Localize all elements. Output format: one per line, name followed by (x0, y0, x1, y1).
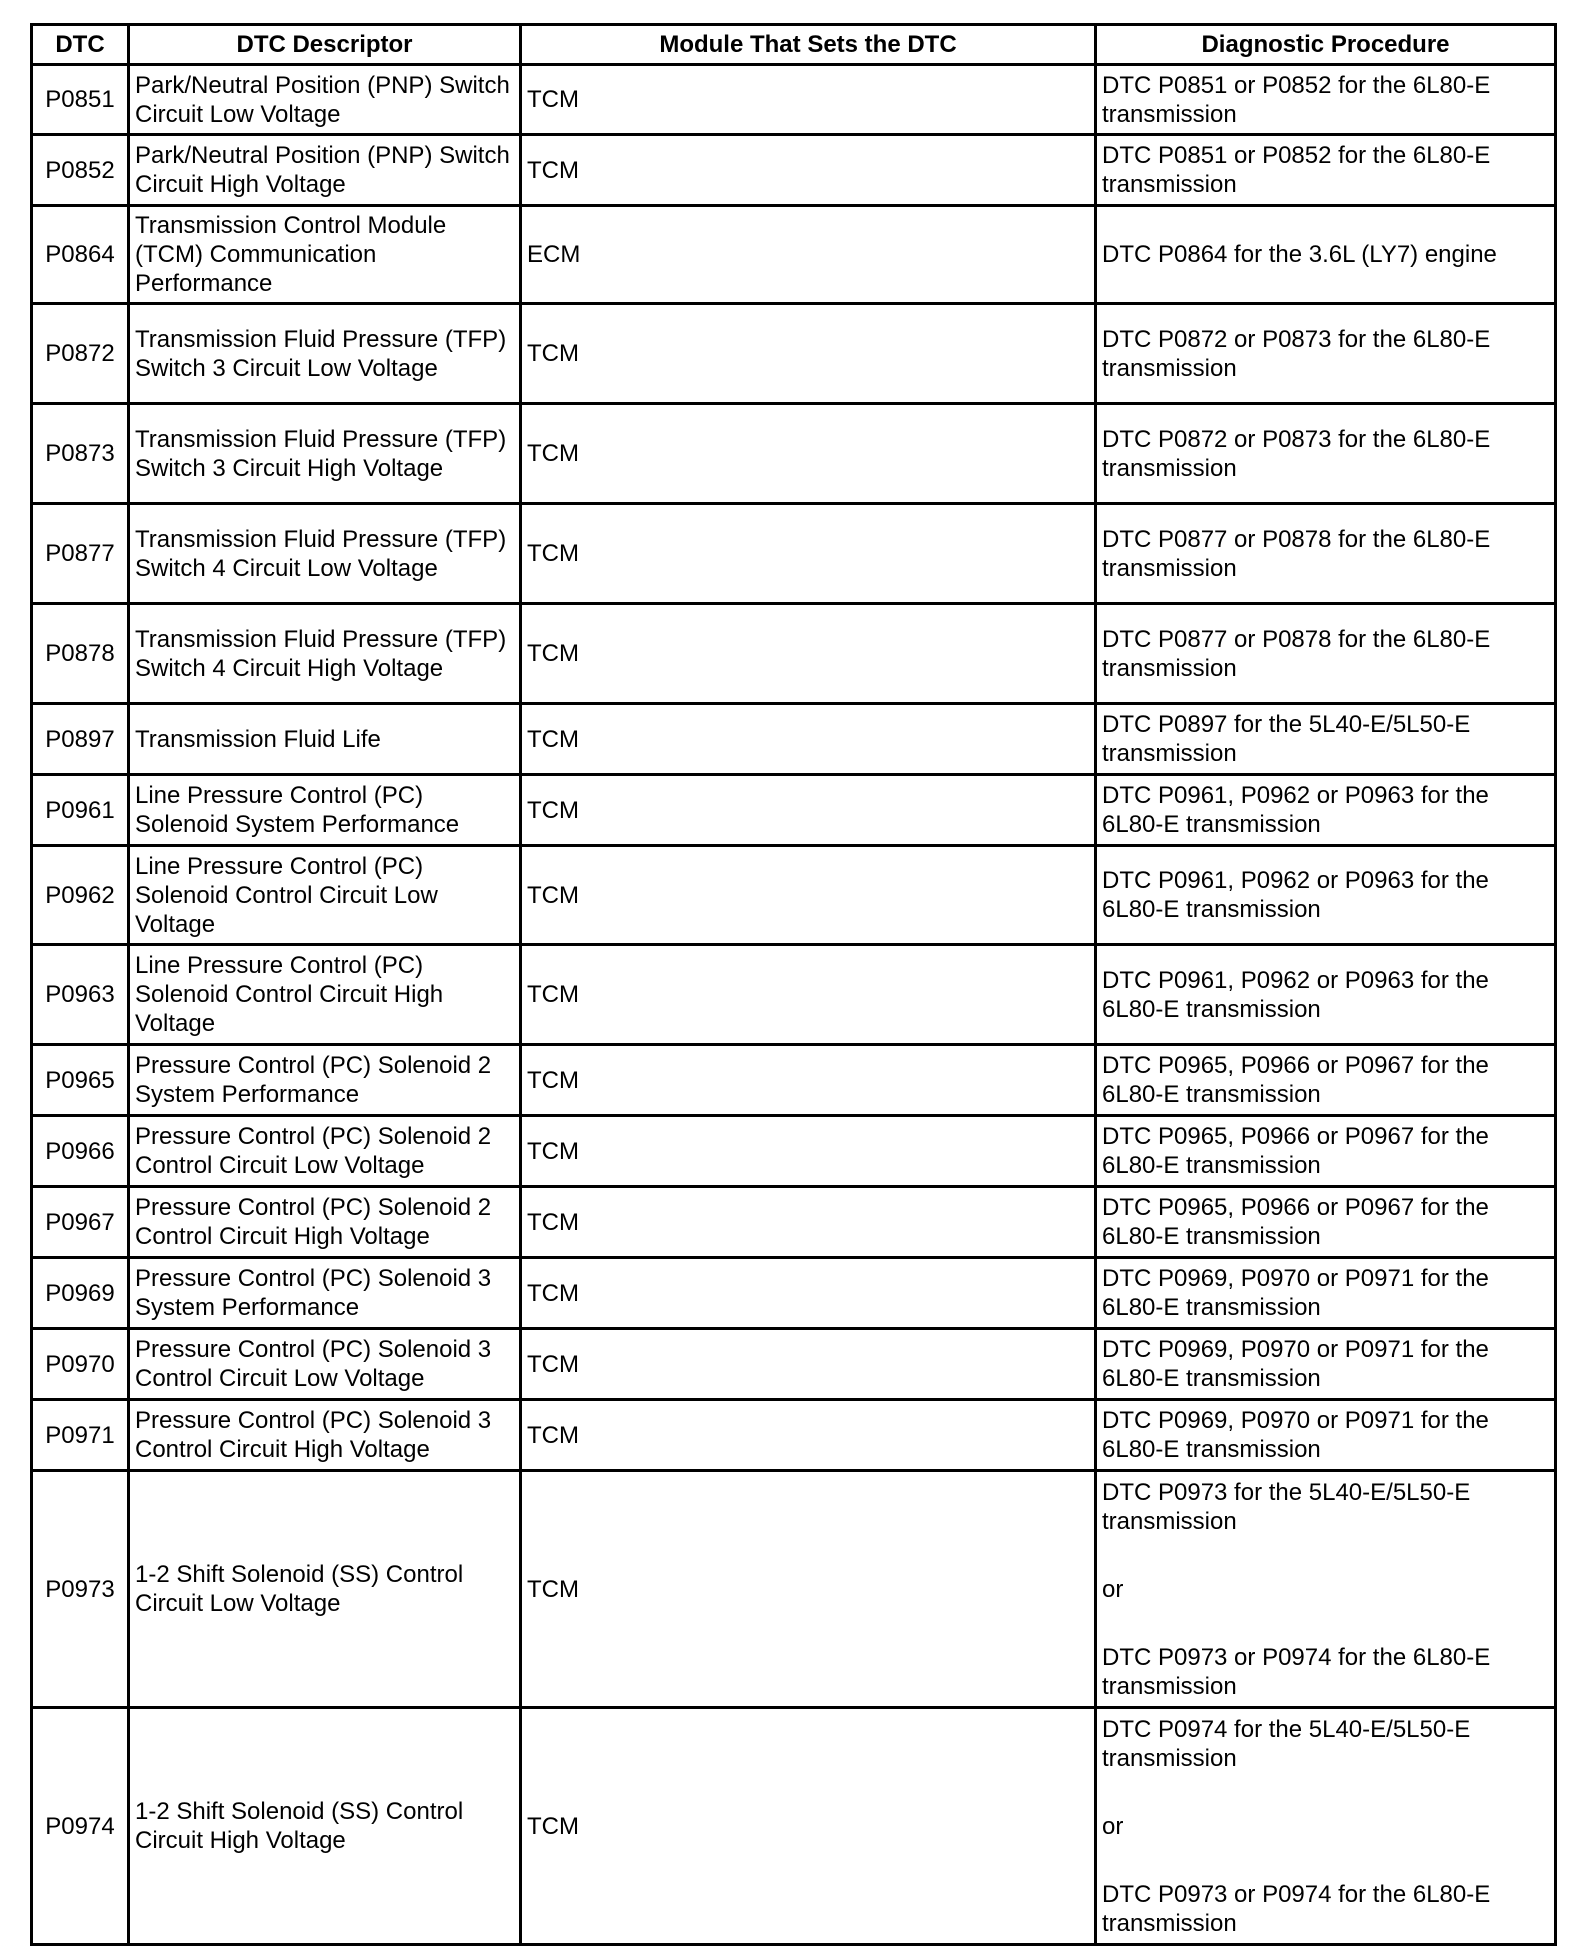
module-cell: TCM (521, 135, 1096, 206)
procedure-line: DTC P0877 or P0878 for the 6L80-E transmission (1102, 625, 1491, 682)
procedure-spacer (1102, 1841, 1549, 1880)
dtc-code-cell: P0851 (32, 65, 129, 135)
module-cell: TCM (521, 1116, 1096, 1187)
dtc-code-cell: P0872 (32, 304, 129, 404)
header-procedure: Diagnostic Procedure (1096, 25, 1556, 65)
procedure-line: DTC P0973 or P0974 for the 6L80-E transmission (1102, 1880, 1491, 1937)
dtc-code-cell: P0852 (32, 135, 129, 206)
module-cell: TCM (521, 604, 1096, 704)
procedure-line: DTC P0897 for the 5L40-E/5L50-E transmission (1102, 711, 1471, 767)
table-row (32, 704, 1556, 775)
dtc-code-cell: P0864 (32, 206, 129, 304)
module-cell: TCM (521, 945, 1096, 1045)
table-row (32, 135, 1556, 206)
diagnostic-procedure-cell (1096, 1045, 1556, 1116)
dtc-code-cell: P0962 (32, 846, 129, 945)
table-row (32, 304, 1556, 404)
dtc-descriptor-cell: Line Pressure Control (PC) Solenoid Control Circuit Low Voltage (129, 846, 521, 945)
module-cell: TCM (521, 1471, 1096, 1708)
procedure-line: DTC P0877 or P0878 for the 6L80-E transmission (1102, 525, 1491, 582)
module-cell: TCM (521, 1258, 1096, 1329)
table-body (32, 65, 1556, 1945)
diagnostic-procedure-cell (1096, 206, 1556, 304)
diagnostic-procedure-cell (1096, 504, 1556, 604)
dtc-descriptor-cell: Line Pressure Control (PC) Solenoid Control Circuit High Voltage (129, 945, 521, 1045)
header-dtc: DTC (32, 25, 129, 65)
module-cell: TCM (521, 1187, 1096, 1258)
dtc-code-cell: P0971 (32, 1400, 129, 1471)
procedure-spacer (1102, 1773, 1549, 1812)
header-module: Module That Sets the DTC (521, 25, 1096, 65)
procedure-line: DTC P0961, P0962 or P0963 for the 6L80-E transmission (1102, 867, 1489, 923)
module-cell: TCM (521, 704, 1096, 775)
table-header-row (32, 25, 1556, 65)
table-row (32, 504, 1556, 604)
dtc-code-cell: P0973 (32, 1471, 129, 1708)
procedure-line: DTC P0969, P0970 or P0971 for the 6L80-E transmission (1102, 1407, 1489, 1463)
table-row (32, 65, 1556, 135)
dtc-descriptor-cell: Pressure Control (PC) Solenoid 3 Control Circuit High Voltage (129, 1400, 521, 1471)
table-row (32, 206, 1556, 304)
dtc-descriptor-cell: Pressure Control (PC) Solenoid 3 Control Circuit Low Voltage (129, 1329, 521, 1400)
dtc-descriptor-cell: Transmission Fluid Life (129, 704, 521, 775)
diagnostic-procedure-cell (1096, 846, 1556, 945)
diagnostic-procedure-cell (1096, 404, 1556, 504)
dtc-code-cell: P0873 (32, 404, 129, 504)
procedure-spacer (1102, 1536, 1549, 1575)
module-cell: ECM (521, 206, 1096, 304)
procedure-line: DTC P0872 or P0873 for the 6L80-E transmission (1102, 425, 1491, 482)
module-cell: TCM (521, 1708, 1096, 1945)
diagnostic-procedure-cell (1096, 775, 1556, 846)
dtc-code-cell: P0963 (32, 945, 129, 1045)
table-row (32, 945, 1556, 1045)
diagnostic-procedure-cell (1096, 1471, 1556, 1708)
diagnostic-procedure-cell (1096, 704, 1556, 775)
dtc-descriptor-cell: 1-2 Shift Solenoid (SS) Control Circuit High Voltage (129, 1708, 521, 1945)
table-row (32, 1471, 1556, 1708)
dtc-descriptor-cell: Transmission Fluid Pressure (TFP) Switch 3 Circuit Low Voltage (129, 304, 521, 404)
dtc-descriptor-cell: Pressure Control (PC) Solenoid 2 Control Circuit High Voltage (129, 1187, 521, 1258)
procedure-line: DTC P0969, P0970 or P0971 for the 6L80-E transmission (1102, 1265, 1489, 1321)
procedure-line: DTC P0961, P0962 or P0963 for the 6L80-E transmission (1102, 782, 1489, 838)
procedure-line: DTC P0965, P0966 or P0967 for the 6L80-E transmission (1102, 1194, 1489, 1250)
table-row (32, 404, 1556, 504)
procedure-spacer (1102, 1604, 1549, 1643)
dtc-descriptor-cell: Park/Neutral Position (PNP) Switch Circuit Low Voltage (129, 65, 521, 135)
table-row (32, 1258, 1556, 1329)
dtc-code-cell: P0967 (32, 1187, 129, 1258)
table-row (32, 1187, 1556, 1258)
dtc-code-cell: P0965 (32, 1045, 129, 1116)
dtc-descriptor-cell: Transmission Control Module (TCM) Communication Performance (129, 206, 521, 304)
diagnostic-procedure-cell (1096, 1116, 1556, 1187)
diagnostic-procedure-cell (1096, 65, 1556, 135)
table-row (32, 1329, 1556, 1400)
diagnostic-procedure-cell (1096, 1400, 1556, 1471)
procedure-line: DTC P0851 or P0852 for the 6L80-E transmission (1102, 71, 1491, 128)
table-row (32, 1708, 1556, 1945)
dtc-descriptor-cell: Transmission Fluid Pressure (TFP) Switch 3 Circuit High Voltage (129, 404, 521, 504)
procedure-line: DTC P0864 for the 3.6L (LY7) engine (1102, 241, 1497, 268)
dtc-descriptor-cell: Transmission Fluid Pressure (TFP) Switch 4 Circuit Low Voltage (129, 504, 521, 604)
module-cell: TCM (521, 65, 1096, 135)
diagnostic-procedure-cell (1096, 304, 1556, 404)
table-row (32, 775, 1556, 846)
table-row (32, 604, 1556, 704)
dtc-code-cell: P0966 (32, 1116, 129, 1187)
dtc-descriptor-cell: Line Pressure Control (PC) Solenoid System Performance (129, 775, 521, 846)
table-row (32, 1400, 1556, 1471)
dtc-descriptor-cell: Park/Neutral Position (PNP) Switch Circuit High Voltage (129, 135, 521, 206)
diagnostic-procedure-cell (1096, 1258, 1556, 1329)
module-cell: TCM (521, 1329, 1096, 1400)
diagnostic-procedure-cell (1096, 945, 1556, 1045)
dtc-descriptor-cell: Pressure Control (PC) Solenoid 2 Control Circuit Low Voltage (129, 1116, 521, 1187)
diagnostic-procedure-cell (1096, 1708, 1556, 1945)
dtc-code-cell: P0961 (32, 775, 129, 846)
module-cell: TCM (521, 504, 1096, 604)
procedure-line: DTC P0973 for the 5L40-E/5L50-E transmission (1102, 1478, 1471, 1535)
dtc-code-cell: P0877 (32, 504, 129, 604)
procedure-line: DTC P0851 or P0852 for the 6L80-E transmission (1102, 142, 1491, 198)
module-cell: TCM (521, 404, 1096, 504)
procedure-line: DTC P0965, P0966 or P0967 for the 6L80-E transmission (1102, 1123, 1489, 1179)
diagnostic-procedure-cell (1096, 604, 1556, 704)
table-row (32, 846, 1556, 945)
module-cell: TCM (521, 1400, 1096, 1471)
table-row (32, 1116, 1556, 1187)
procedure-line: DTC P0973 or P0974 for the 6L80-E transmission (1102, 1643, 1491, 1700)
procedure-line: or (1102, 1812, 1124, 1840)
procedure-line: DTC P0961, P0962 or P0963 for the 6L80-E transmission (1102, 966, 1489, 1023)
diagnostic-procedure-cell (1096, 1187, 1556, 1258)
dtc-descriptor-cell: Transmission Fluid Pressure (TFP) Switch 4 Circuit High Voltage (129, 604, 521, 704)
dtc-code-cell: P0897 (32, 704, 129, 775)
table-row (32, 1045, 1556, 1116)
dtc-table (30, 23, 1557, 1946)
diagnostic-procedure-cell (1096, 1329, 1556, 1400)
dtc-descriptor-cell: 1-2 Shift Solenoid (SS) Control Circuit Low Voltage (129, 1471, 521, 1708)
module-cell: TCM (521, 846, 1096, 945)
module-cell: TCM (521, 1045, 1096, 1116)
dtc-code-cell: P0970 (32, 1329, 129, 1400)
module-cell: TCM (521, 775, 1096, 846)
procedure-line: DTC P0974 for the 5L40-E/5L50-E transmission (1102, 1715, 1471, 1772)
dtc-descriptor-cell: Pressure Control (PC) Solenoid 2 System Performance (129, 1045, 521, 1116)
procedure-line: DTC P0969, P0970 or P0971 for the 6L80-E transmission (1102, 1336, 1489, 1392)
procedure-line: DTC P0965, P0966 or P0967 for the 6L80-E transmission (1102, 1052, 1489, 1108)
module-cell: TCM (521, 304, 1096, 404)
dtc-code-cell: P0974 (32, 1708, 129, 1945)
header-descriptor: DTC Descriptor (129, 25, 521, 65)
procedure-line: DTC P0872 or P0873 for the 6L80-E transmission (1102, 325, 1491, 382)
dtc-descriptor-cell: Pressure Control (PC) Solenoid 3 System Performance (129, 1258, 521, 1329)
dtc-code-cell: P0969 (32, 1258, 129, 1329)
dtc-code-cell: P0878 (32, 604, 129, 704)
diagnostic-procedure-cell (1096, 135, 1556, 206)
procedure-line: or (1102, 1575, 1124, 1603)
